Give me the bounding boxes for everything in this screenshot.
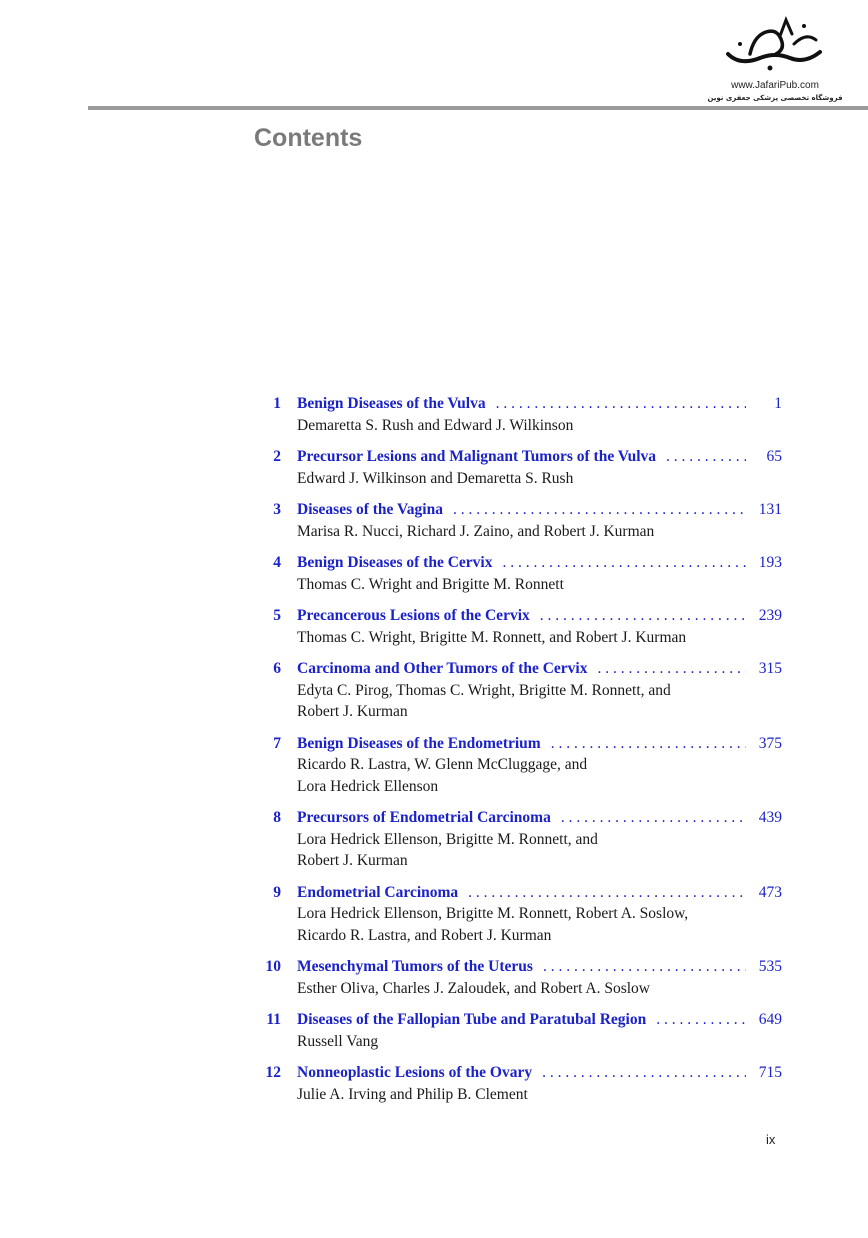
author-line: Lora Hedrick Ellenson, Brigitte M. Ronnett, Robert A. Soslow, <box>297 905 689 922</box>
chapter-page-link[interactable]: 315 <box>758 660 782 677</box>
toc-entry[interactable] <box>254 1062 782 1105</box>
chapter-authors <box>297 680 782 723</box>
publisher-url: www.JafariPub.com <box>731 80 819 91</box>
chapter-page-link[interactable]: 535 <box>758 958 782 975</box>
chapter-number: 3 <box>273 501 281 518</box>
chapter-number: 7 <box>273 734 281 752</box>
dot-leader <box>542 1062 746 1084</box>
table-of-contents <box>254 393 782 1115</box>
author-line: Russell Vang <box>297 1032 379 1050</box>
chapter-title-link[interactable]: Diseases of the Vagina <box>297 501 443 518</box>
author-line: Ricardo R. Lastra, W. Glenn McCluggage, and <box>297 756 588 773</box>
chapter-authors <box>297 978 782 1000</box>
dot-leader <box>453 499 746 521</box>
toc-entry[interactable] <box>254 956 782 999</box>
chapter-title-link[interactable]: Precursor Lesions and Malignant Tumors of the Vulva <box>297 448 656 465</box>
toc-entry[interactable] <box>254 605 782 648</box>
chapter-title-link[interactable]: Benign Diseases of the Cervix <box>297 554 493 571</box>
chapter-authors <box>297 521 782 543</box>
dot-leader <box>597 658 746 680</box>
chapter-number: 11 <box>266 1011 281 1028</box>
chapter-title-link[interactable]: Benign Diseases of the Endometrium <box>297 734 541 752</box>
dot-leader <box>496 393 746 415</box>
chapter-title-link[interactable]: Carcinoma and Other Tumors of the Cervix <box>297 660 588 677</box>
author-line: Demaretta S. Rush and Edward J. Wilkinson <box>297 416 574 434</box>
toc-entry[interactable] <box>254 733 782 798</box>
chapter-authors <box>297 415 782 437</box>
author-line: Edyta C. Pirog, Thomas C. Wright, Brigitte M. Ronnett, and <box>297 681 671 699</box>
author-line: Thomas C. Wright and Brigitte M. Ronnett <box>297 575 564 593</box>
chapter-page-link[interactable]: 649 <box>758 1011 782 1028</box>
chapter-number: 10 <box>265 958 281 975</box>
author-line: Marisa R. Nucci, Richard J. Zaino, and Robert J. Kurman <box>297 522 655 540</box>
author-line: Julie A. Irving and Philip B. Clement <box>297 1085 528 1103</box>
chapter-authors <box>297 1084 782 1106</box>
chapter-page-link[interactable]: 131 <box>758 501 782 518</box>
chapter-number: 12 <box>265 1064 281 1081</box>
dot-leader <box>502 552 746 574</box>
chapter-title-link[interactable]: Diseases of the Fallopian Tube and Paratubal Region <box>297 1011 647 1028</box>
author-line: Edward J. Wilkinson and Demaretta S. Rush <box>297 469 574 487</box>
chapter-title-link[interactable]: Benign Diseases of the Vulva <box>297 395 486 412</box>
toc-entry[interactable] <box>254 499 782 542</box>
chapter-page-link[interactable]: 1 <box>774 395 782 412</box>
chapter-page-link[interactable]: 439 <box>758 809 782 826</box>
chapter-authors <box>297 829 782 872</box>
publisher-logo <box>700 14 850 104</box>
chapter-page-link[interactable]: 239 <box>758 607 782 624</box>
toc-entry[interactable] <box>254 1009 782 1052</box>
chapter-authors <box>297 754 782 797</box>
chapter-page-link[interactable]: 65 <box>766 448 782 465</box>
toc-entry[interactable] <box>254 393 782 436</box>
author-line: Robert J. Kurman <box>297 852 408 869</box>
chapter-authors <box>297 574 782 596</box>
chapter-authors <box>297 468 782 490</box>
dot-leader <box>656 1009 746 1031</box>
dot-leader <box>540 605 746 627</box>
dot-leader <box>561 807 746 829</box>
chapter-title-link[interactable]: Endometrial Carcinoma <box>297 883 459 901</box>
author-line: Esther Oliva, Charles J. Zaloudek, and Robert A. Soslow <box>297 979 651 997</box>
chapter-page-link[interactable]: 375 <box>758 734 782 752</box>
author-line: Ricardo R. Lastra, and Robert J. Kurman <box>297 926 552 944</box>
chapter-number: 4 <box>273 554 281 571</box>
toc-entry[interactable] <box>254 658 782 723</box>
chapter-authors <box>297 903 782 946</box>
chapter-number: 2 <box>273 448 281 465</box>
chapter-number: 5 <box>273 607 281 624</box>
chapter-authors <box>297 627 782 649</box>
publisher-subtitle: فروشگاه تخصصی پزشکی جعفری نوین <box>707 94 843 102</box>
chapter-number: 8 <box>273 809 281 826</box>
toc-entry[interactable] <box>254 882 782 947</box>
page-title: Contents <box>254 124 363 152</box>
author-line: Lora Hedrick Ellenson <box>297 777 439 795</box>
toc-entry[interactable] <box>254 446 782 489</box>
chapter-page-link[interactable]: 473 <box>758 883 782 901</box>
chapter-title-link[interactable]: Precursors of Endometrial Carcinoma <box>297 809 551 826</box>
header-rule <box>88 106 868 110</box>
chapter-title-link[interactable]: Mesenchymal Tumors of the Uterus <box>297 958 533 975</box>
calligraphy-logo-icon <box>720 14 830 74</box>
chapter-page-link[interactable]: 715 <box>758 1064 782 1081</box>
chapter-title-link[interactable]: Precancerous Lesions of the Cervix <box>297 607 530 624</box>
author-line: Lora Hedrick Ellenson, Brigitte M. Ronnett, and <box>297 830 598 848</box>
dot-leader <box>666 446 746 468</box>
dot-leader <box>468 882 746 904</box>
chapter-title-link[interactable]: Nonneoplastic Lesions of the Ovary <box>297 1064 533 1081</box>
page-number: ix <box>766 1132 776 1147</box>
author-line: Robert J. Kurman <box>297 703 408 720</box>
toc-entry[interactable] <box>254 807 782 872</box>
chapter-page-link[interactable]: 193 <box>758 554 782 571</box>
chapter-number: 6 <box>273 660 281 677</box>
author-line: Thomas C. Wright, Brigitte M. Ronnett, and Robert J. Kurman <box>297 628 687 646</box>
chapter-number: 9 <box>273 883 281 901</box>
chapter-authors <box>297 1031 782 1053</box>
dot-leader <box>543 956 746 978</box>
toc-entry[interactable] <box>254 552 782 595</box>
chapter-number: 1 <box>273 395 281 412</box>
dot-leader <box>551 733 746 755</box>
